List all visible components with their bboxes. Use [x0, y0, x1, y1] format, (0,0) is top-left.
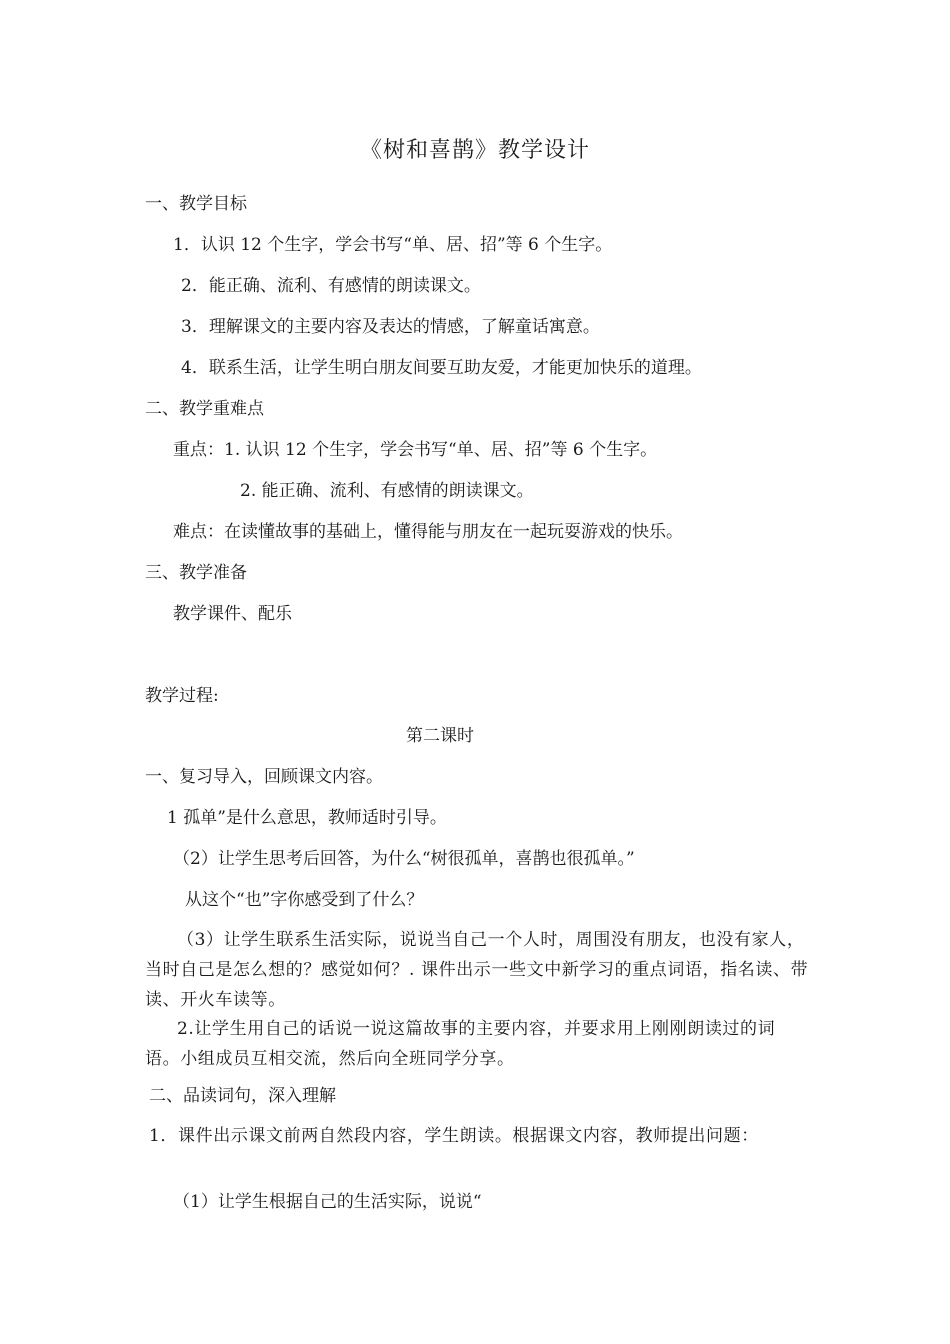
paragraph-3: 从这个“也”字你感受到了什么？	[185, 890, 424, 910]
goal-item-2: 2．能正确、流利、有感情的朗读课文。	[181, 276, 481, 296]
key-point-1: 重点：1. 认识 12 个生字，学会书写“单、居、招”等 6 个生字。	[173, 440, 658, 460]
paragraph-4: （3）让学生联系生活实际，说说当自己一个人时，周围没有朋友，也没有家人，当时自己是怎么想的？感觉如何？. 课件出示一些文中新学习的重点词语，指名读、带读、开火车读等。	[145, 930, 809, 1010]
goal-item-4: 4．联系生活，让学生明白朋友间要互助友爱，才能更加快乐的道理。	[181, 358, 702, 378]
paragraph-1: 1 孤单”是什么意思，教师适时引导。	[167, 808, 447, 828]
paragraph-6: 1．课件出示课文前两自然段内容，学生朗读。根据课文内容，教师提出问题：	[149, 1126, 759, 1146]
lesson-label: 第二课时	[406, 726, 474, 746]
document-title: 《树和喜鹊》教学设计	[359, 138, 590, 163]
difficult-point: 难点：在读懂故事的基础上，懂得能与朋友在一起玩耍游戏的快乐。	[173, 522, 683, 542]
section-heading-key-difficult: 二、教学重难点	[145, 399, 264, 419]
paragraph-2: （2）让学生思考后回答，为什么“树很孤单，喜鹊也很孤单。”	[173, 849, 635, 869]
preparation-content: 教学课件、配乐	[173, 604, 292, 624]
goal-item-1: 1．认识 12 个生字，学会书写“单、居、招”等 6 个生字。	[173, 235, 613, 255]
section-heading-teaching-goals: 一、教学目标	[145, 194, 247, 214]
process-label: 教学过程:	[145, 686, 219, 706]
key-point-2: 2. 能正确、流利、有感情的朗读课文。	[240, 481, 534, 501]
part2-heading: 二、品读词句，深入理解	[149, 1086, 336, 1106]
goal-item-3: 3．理解课文的主要内容及表达的情感，了解童话寓意。	[181, 317, 600, 337]
part1-heading: 一、复习导入，回顾课文内容。	[145, 767, 383, 787]
paragraph-7: （1）让学生根据自己的生活实际，说说“	[173, 1192, 482, 1212]
section-heading-preparation: 三、教学准备	[145, 563, 247, 583]
paragraph-5: 2.让学生用自己的话说一说这篇故事的主要内容，并要求用上刚刚朗读过的词语。小组成员互相交流，然后向全班同学分享。	[145, 1019, 776, 1069]
